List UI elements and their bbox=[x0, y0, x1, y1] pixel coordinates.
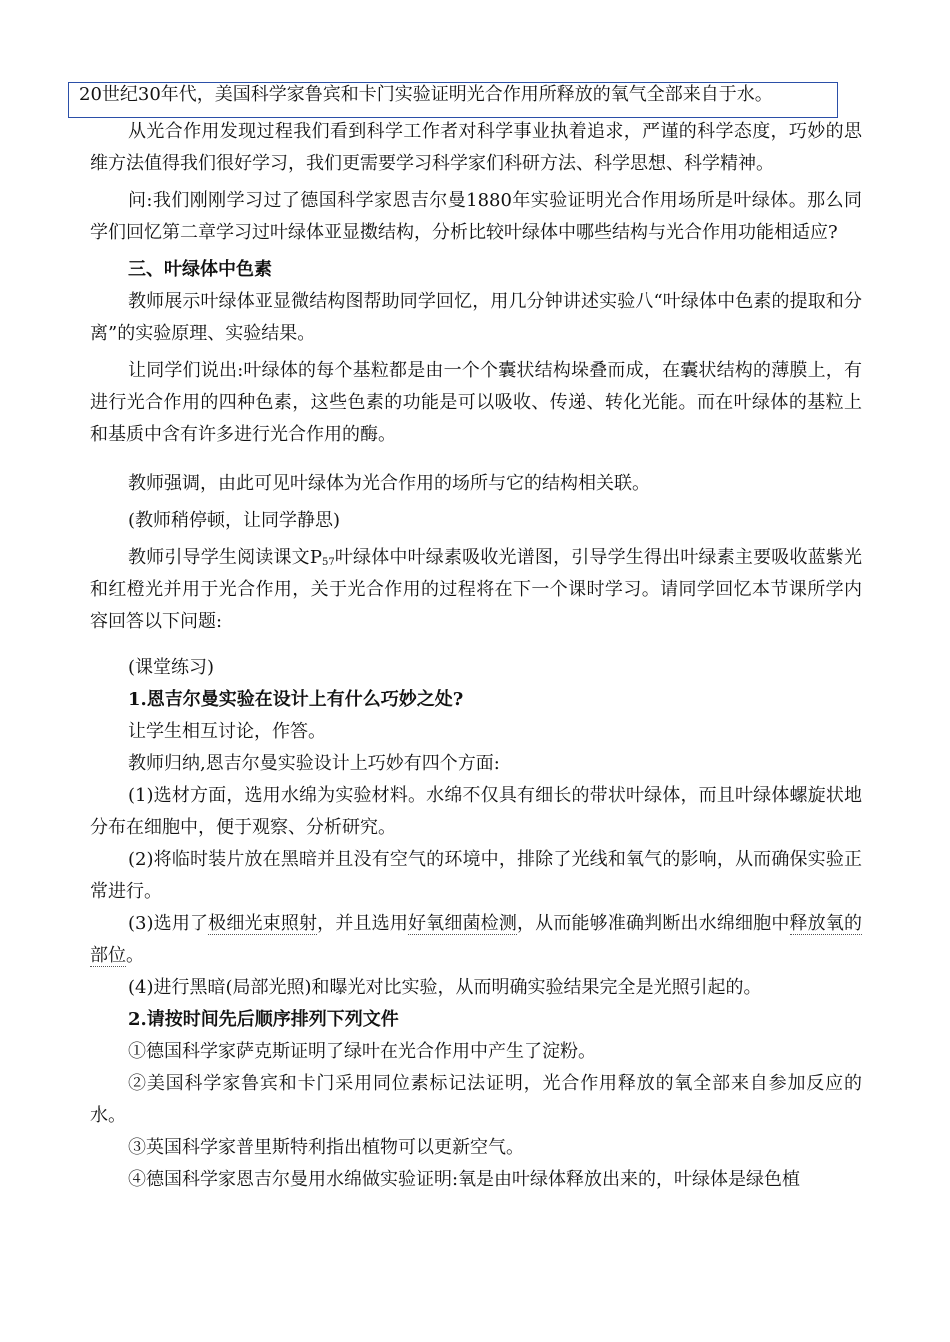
question-1: 1.恩吉尔曼实验在设计上有什么巧妙之处? bbox=[128, 689, 464, 710]
list-item: ④德国科学家恩吉尔曼用水绵做实验证明:氧是由叶绿体释放出来的，叶绿体是绿色植 bbox=[128, 1169, 801, 1190]
question-2: 2.请按时间先后顺序排列下列文件 bbox=[128, 1009, 399, 1030]
callout-text: 20世纪30年代，美国科学家鲁宾和卡门实验证明光合作用所释放的氧气全部来自于水。 bbox=[79, 84, 773, 105]
paragraph-teacher-display: 教师展示叶绿体亚显微结构图帮助同学回忆，用几分钟讲述实验八“叶绿体中色素的提取和分离”的实验原理、实验结果。 bbox=[90, 291, 862, 344]
paragraph-reading-guide bbox=[90, 542, 862, 638]
document-body bbox=[90, 116, 862, 1196]
paragraph-discussion: 让学生相互讨论，作答。 bbox=[128, 721, 326, 742]
underlined-term-bacteria: 好氧细菌检测 bbox=[408, 913, 518, 934]
paragraph-student-answer: 让同学们说出:叶绿体的每个基粒都是由一个个囊状结构垛叠而成，在囊状结构的薄膜上，有进行光合作用的四种色素，这些色素的功能是可以吸收、传递、转化光能。而在叶绿体的基粒上和基质中含有许多进行光合作用的酶。 bbox=[90, 360, 862, 445]
list-item: ②美国科学家鲁宾和卡门采用同位素标记法证明，光合作用释放的氧全部来自参加反应的水。 bbox=[90, 1073, 862, 1126]
underlined-term-oxygen-site: 释放氧的部位 bbox=[90, 913, 863, 966]
paragraph-teacher-emphasis: 教师强调，由此可见叶绿体为光合作用的场所与它的结构相关联。 bbox=[128, 473, 650, 494]
reading-guide-post: 叶绿体中叶绿素吸收光谱图，引导学生得出叶绿素主要吸收蓝紫光和红橙光并用于光合作用，关于光合作用的过程将在下一个课时学习。请同学回忆本节课所学内容回答以下问题: bbox=[90, 547, 862, 632]
point-2: (2)将临时装片放在黑暗并且没有空气的环境中，排除了光线和氧气的影响，从而确保实验正常进行。 bbox=[90, 849, 862, 902]
paragraph-summary: 教师归纳,恩吉尔曼实验设计上巧妙有四个方面: bbox=[128, 753, 500, 774]
section-heading: 三、叶绿体中色素 bbox=[128, 259, 272, 280]
paragraph-exercise-label: (课堂练习) bbox=[128, 657, 215, 678]
paragraph-question: 问:我们刚刚学习过了德国科学家恩吉尔曼1880年实验证明光合作用场所是叶绿体。那么同学们回忆第二章学习过叶绿体亚显擞结构，分析比较叶绿体中哪些结构与光合作用功能相适应? bbox=[90, 190, 862, 243]
paragraph-pause: (教师稍停顿，让同学静思) bbox=[128, 510, 341, 531]
point-3 bbox=[90, 908, 862, 972]
paragraph-science-spirit: 从光合作用发现过程我们看到科学工作者对科学事业执着追求，严谨的科学态度，巧妙的思维方法值得我们很好学习，我们更需要学习科学家们科研方法、科学思想、科学精神。 bbox=[90, 121, 862, 174]
point-3-text-d: 。 bbox=[126, 945, 144, 966]
point-3-text-b: ，并且选用 bbox=[317, 913, 409, 934]
page-subscript: 57 bbox=[321, 557, 335, 568]
point-3-text-c: ，从而能够准确判断出水绵细胞中 bbox=[517, 913, 790, 934]
list-item: ①德国科学家萨克斯证明了绿叶在光合作用中产生了淀粉。 bbox=[128, 1041, 596, 1062]
list-item: ③英国科学家普里斯特利指出植物可以更新空气。 bbox=[128, 1137, 524, 1158]
callout-box bbox=[68, 82, 838, 118]
point-1: (1)选材方面，选用水绵为实验材料。水绵不仅具有细长的带状叶绿体，而且叶绿体螺旋状地分布在细胞中，便于观察、分析研究。 bbox=[90, 785, 862, 838]
underlined-term-light-beam: 极细光束照射 bbox=[208, 913, 318, 934]
point-4: (4)进行黑暗(局部光照)和曝光对比实验，从而明确实验结果完全是光照引起的。 bbox=[128, 977, 762, 998]
point-3-text-a: (3)选用了 bbox=[128, 913, 209, 934]
reading-guide-pre: 教师引导学生阅读课文P bbox=[128, 547, 322, 568]
